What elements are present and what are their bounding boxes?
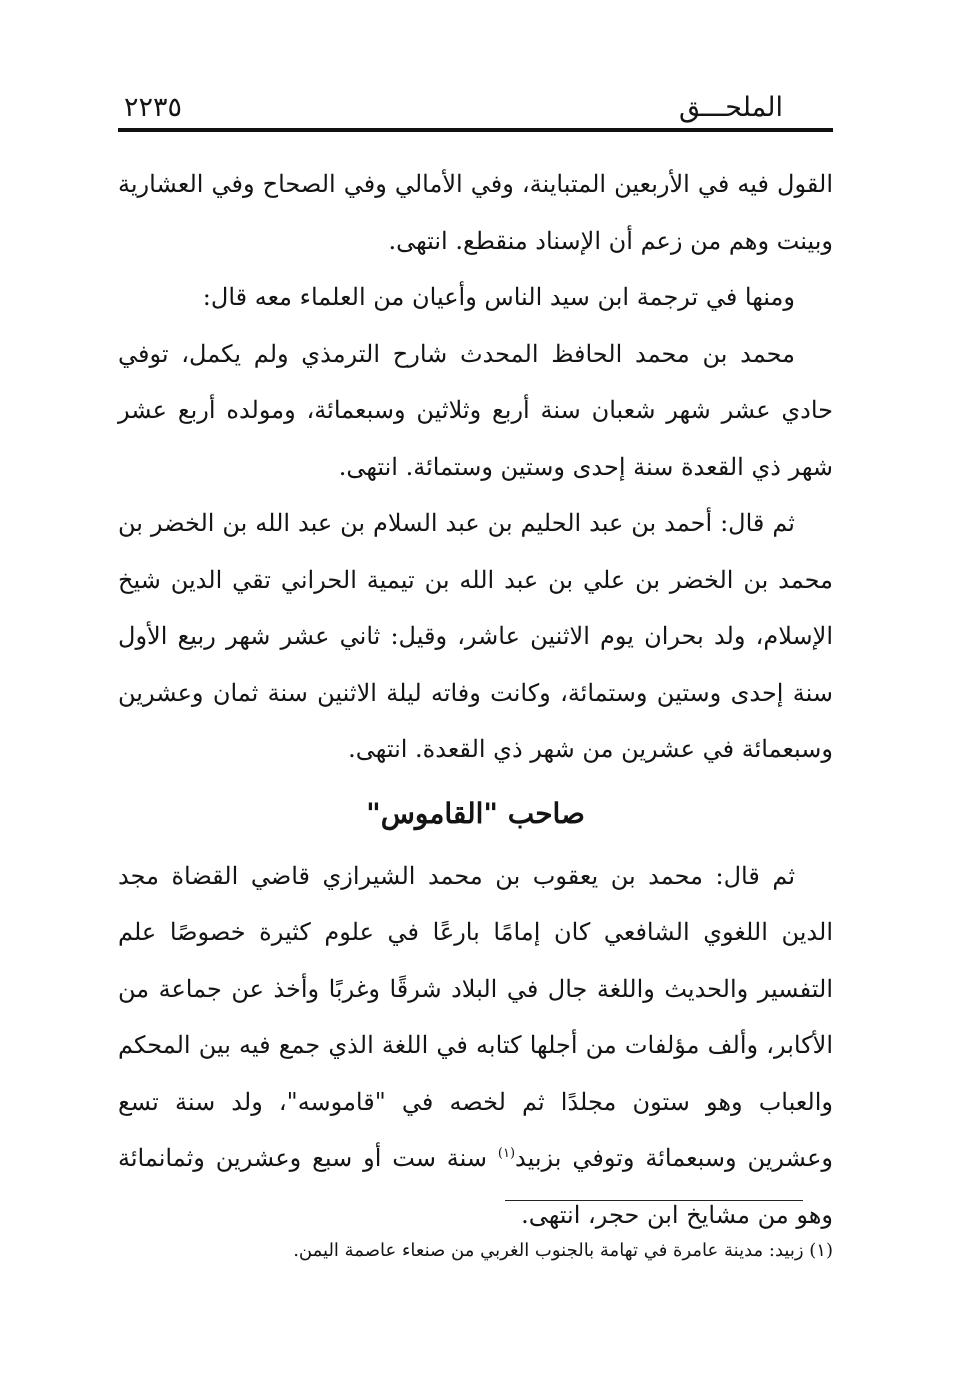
running-title: الملحـــق: [679, 92, 783, 123]
footnote-separator: [505, 1200, 803, 1201]
paragraph-1: القول فيه في الأربعين المتباينة، وفي الأمالي وفي الصحاح وفي العشارية وبينت وهم من زعم أن الإسناد منقطع. انتهى.: [118, 170, 833, 255]
footnote-reference: (١): [497, 1146, 516, 1161]
paragraph-5-text-b: سنة ست أو سبع وعشرين وثمانمائة وهو من مشايخ ابن حجر، انتهى.: [118, 1144, 833, 1229]
page-header: [118, 90, 833, 132]
footnote: (١) زبيد: مدينة عامرة في تهامة بالجنوب الغربي من صنعاء عاصمة اليمن.: [293, 1240, 833, 1261]
body-text: [118, 156, 833, 1243]
paragraph-5-text-a: ثم قال: محمد بن يعقوب بن محمد الشيرازي قاضي القضاة مجد الدين اللغوي الشافعي كان إمامًا بارعًا في علوم كثيرة خصوصًا علم التفسير والحديث واللغة جال في البلاد شرقًا وغربًا وأخذ عن جماعة من الأكابر، وألف مؤلفات من أجلها كتابه في اللغة الذي جمع فيه بين المحكم والعباب وهو ستون مجلدًا ثم لخصه في "قاموسه"، ولد سنة تسع وعشرين وسبعمائة وتوفي بزبيد: [118, 861, 833, 1172]
paragraph-2: ومنها في ترجمة ابن سيد الناس وأعيان من العلماء معه قال:: [202, 283, 795, 311]
paragraph-4: ثم قال: أحمد بن عبد الحليم بن عبد السلام بن عبد الله بن الخضر بن محمد بن الخضر بن علي بن عبد الله بن تيمية الحراني تقي الدين شيخ الإسلام، ولد بحران يوم الاثنين عاشر، وقيل: ثاني عشر شهر ربيع الأول سنة إحدى وستين وستمائة، وكانت وفاته ليلة الاثنين سنة ثمان وعشرين وسبعمائة في عشرين من شهر ذي القعدة. انتهى.: [118, 509, 833, 763]
page-content: [118, 90, 833, 1243]
paragraph-5: [118, 848, 833, 1244]
page-number: ٢٢٣٥: [124, 92, 183, 123]
section-heading: صاحب "القاموس": [366, 796, 585, 830]
paragraph-3: محمد بن محمد الحافظ المحدث شارح الترمذي ولم يكمل، توفي حادي عشر شهر شعبان سنة أربع وثلاثين وسبعمائة، ومولده أربع عشر شهر ذي القعدة سنة إحدى وستين وستمائة. انتهى.: [118, 339, 833, 481]
